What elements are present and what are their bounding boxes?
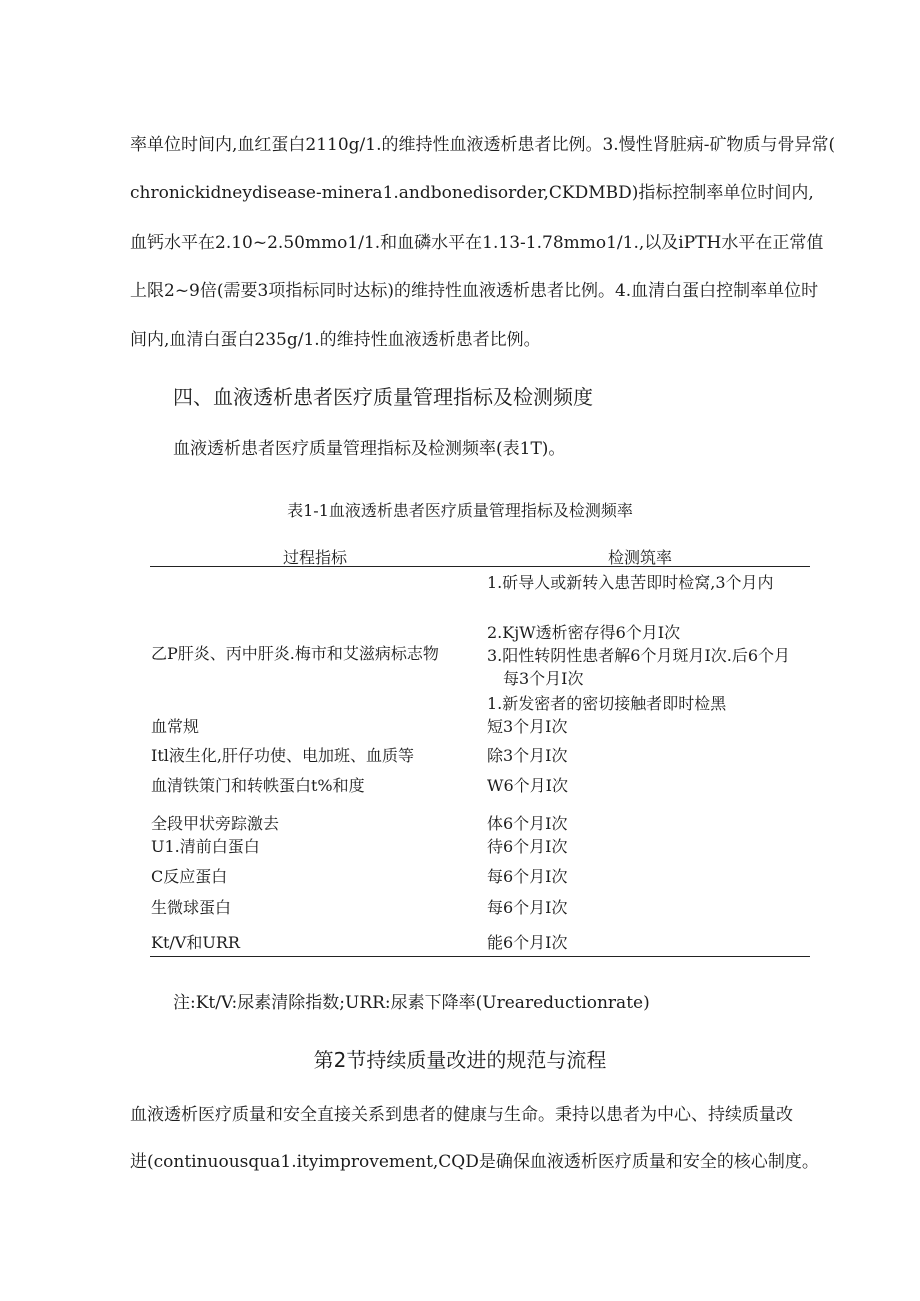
table-cell-indicator: Itl液生化,肝仔功使、电加班、血质等 [151, 746, 414, 765]
paragraph-line: 上限2~9倍(需要3项指标同时达标)的维持性血液透析患者比例。4.血清白蛋白控制率单位时 [130, 281, 819, 301]
paragraph-line: 进(continuousqua1.ityimprovement,CQD是确保血液透析医疗质量和安全的核心制度。 [130, 1152, 819, 1172]
table-cell-indicator: 生微球蛋白 [151, 898, 232, 917]
table-caption: 表1-1血液透析患者医疗质量管理指标及检测频率 [287, 501, 633, 520]
table-cell-frequency: 1.斫导人或新转入患苦即时检窝,3个月内 [487, 573, 774, 592]
table-cell-frequency: 短3个月I次 [487, 717, 568, 736]
table-cell-frequency: 每6个月I次 [487, 867, 568, 886]
table-cell-frequency: 除3个月I次 [487, 746, 568, 765]
table-cell-indicator: 乙P肝炎、丙中肝炎.梅市和艾滋病标志物 [151, 644, 439, 663]
table-cell-frequency: 体6个月I次 [487, 814, 568, 833]
table-cell-indicator: 血常规 [151, 717, 200, 736]
table-cell-frequency: 能6个月I次 [487, 933, 568, 952]
table-header-frequency: 检测筑率 [608, 548, 673, 567]
paragraph-line: chronickidneydisease-minera1.andbonedisorder,CKDMBD)指标控制率单位时间内, [130, 183, 814, 203]
table-cell-frequency: 2.KjW透析密存得6个月I次 [487, 623, 681, 642]
table-cell-frequency: 3.阳性转阴性患者解6个月斑月I次.后6个月 [487, 646, 791, 665]
table-cell-indicator: 全段甲状旁踪激去 [151, 814, 280, 833]
table-bottom-rule [150, 956, 810, 957]
paragraph-line: 血液透析医疗质量和安全直接关系到患者的健康与生命。秉持以患者为中心、持续质量改 [130, 1105, 793, 1125]
table-cell-frequency: 每6个月I次 [487, 898, 568, 917]
table-cell-frequency: 每3个月I次 [503, 669, 584, 688]
paragraph-line: 间内,血清白蛋白235g/1.的维持性血液透析患者比例。 [130, 330, 541, 350]
table-note: 注:Kt/V:尿素清除指数;URR:尿素下降率(Ureareductionrate) [173, 993, 650, 1013]
table-cell-indicator: 血清铁策门和转帙蛋白t%和度 [151, 776, 365, 795]
table-intro: 血液透析患者医疗质量管理指标及检测频率(表1T)。 [173, 439, 566, 459]
table-cell-frequency: 待6个月I次 [487, 837, 568, 856]
table-cell-frequency: W6个月I次 [487, 776, 568, 795]
section-heading: 四、血液透析患者医疗质量管理指标及检测频度 [173, 385, 593, 409]
section-heading: 第2节持续质量改进的规范与流程 [313, 1048, 607, 1072]
paragraph-line: 血钙水平在2.10~2.50mmo1/1.和血磷水平在1.13-1.78mmo1/1.,以及iPTH水平在正常值 [130, 233, 824, 253]
table-cell-indicator: C反应蛋白 [151, 867, 228, 886]
table-cell-frequency: 1.新发密者的密切接触者即时检黑 [487, 694, 727, 713]
table-cell-indicator: U1.清前白蛋白 [151, 837, 260, 856]
paragraph-line: 率单位时间内,血红蛋白2110g/1.的维持性血液透析患者比例。3.慢性肾脏病-矿物质与骨异常( [130, 135, 836, 155]
table-header-indicator: 过程指标 [283, 548, 348, 567]
table-cell-indicator: Kt/V和URR [151, 933, 240, 952]
table-header-rule [150, 566, 810, 567]
